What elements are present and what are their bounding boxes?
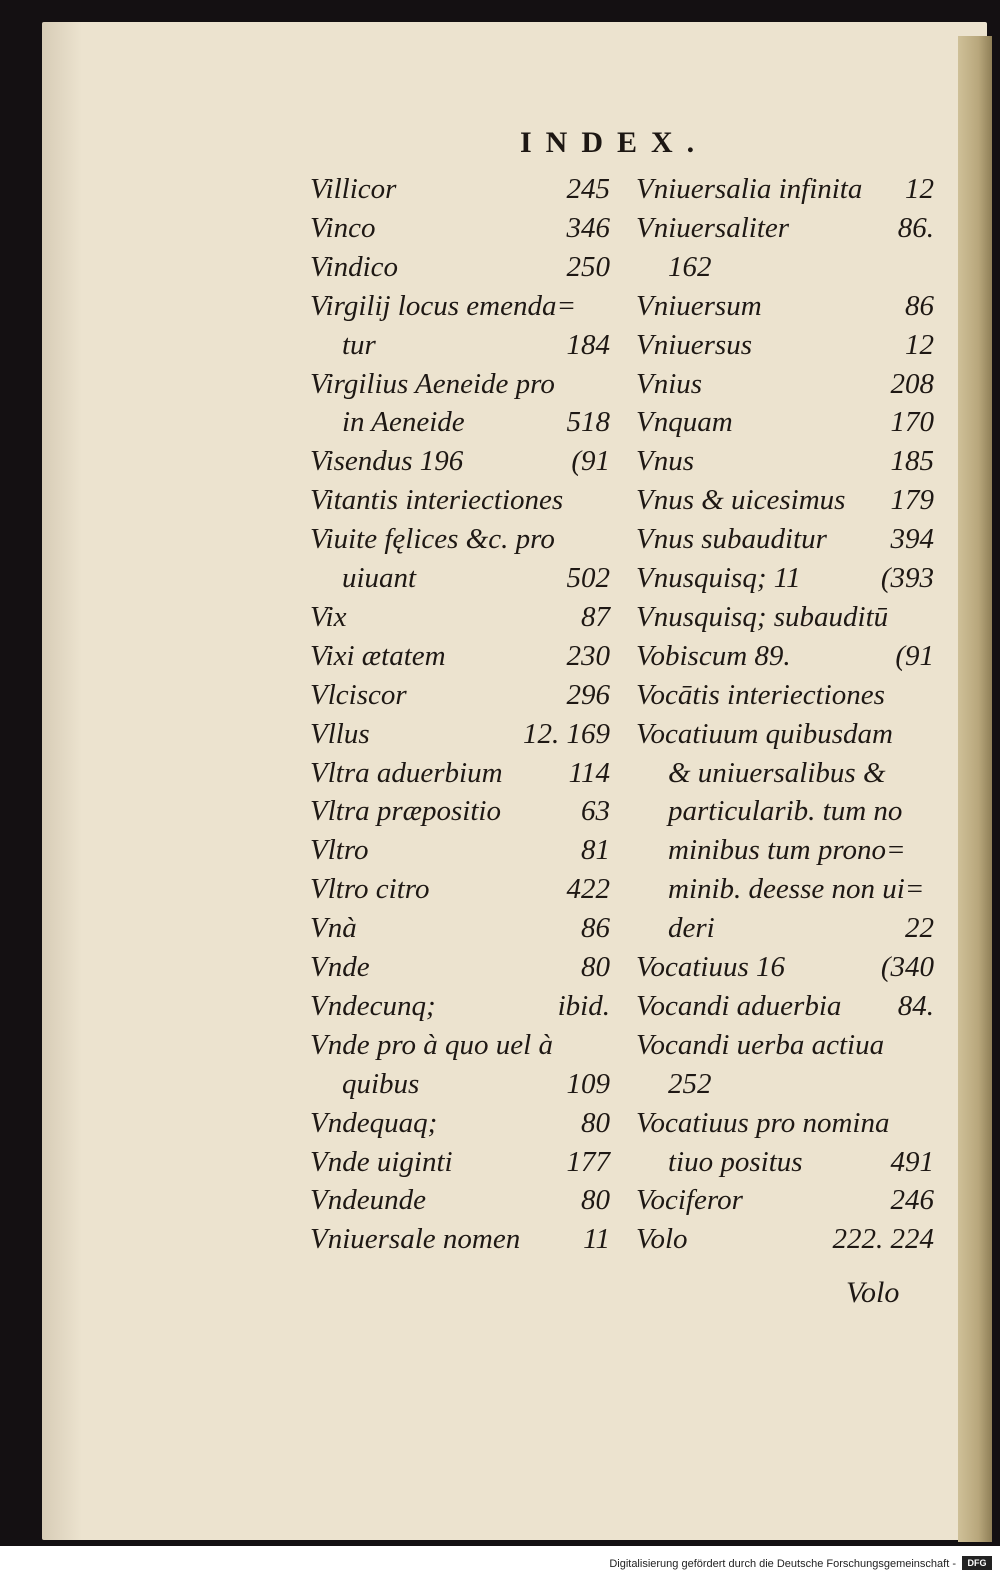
index-page-number: 394 — [890, 523, 934, 556]
index-term: Vixi ætatem — [310, 639, 446, 672]
index-term: uiuant — [342, 562, 417, 594]
index-entry — [636, 520, 934, 558]
index-term: Vniuersale nomen — [310, 1223, 521, 1256]
index-term: Vndequaq; — [310, 1106, 438, 1139]
index-term: Vllus — [310, 717, 370, 750]
index-page-number: 80 — [581, 1184, 610, 1217]
index-page-number: 86 — [581, 912, 610, 945]
index-entry — [668, 1143, 934, 1181]
index-entry — [342, 326, 610, 364]
index-entry — [310, 831, 610, 869]
index-page-number: 177 — [566, 1145, 610, 1178]
index-entry — [636, 715, 934, 753]
index-entry — [310, 948, 610, 986]
index-entry — [342, 1065, 610, 1103]
index-entry — [342, 403, 610, 441]
index-entry — [310, 1220, 610, 1258]
index-entry — [310, 637, 610, 675]
index-term: 252 — [668, 1067, 712, 1100]
index-page-number: 185 — [890, 445, 934, 478]
index-entry — [668, 909, 934, 947]
index-page-number: 109 — [566, 1067, 610, 1100]
index-term: Vniuersaliter — [636, 211, 790, 244]
index-page-number: 346 — [566, 211, 610, 244]
index-entry — [310, 365, 610, 403]
dfg-logo: DFG — [962, 1556, 992, 1570]
index-term: Vnusquisq; subauditū — [636, 600, 889, 633]
index-entry — [310, 442, 610, 480]
index-term: Vnus subauditur — [636, 523, 827, 556]
index-term: tiuo positus — [668, 1145, 803, 1178]
index-page-number: 87 — [581, 600, 610, 633]
index-term: Vnius — [636, 367, 703, 400]
index-term: Vocatiuus pro nomina — [636, 1106, 890, 1139]
index-page-number: 296 — [566, 678, 610, 711]
index-page-number: 63 — [581, 795, 610, 828]
index-page-number: 86. — [897, 211, 934, 244]
index-entry — [636, 287, 934, 325]
index-entry — [636, 1104, 934, 1142]
index-term: Vltro citro — [310, 873, 430, 906]
index-page-number: 11 — [583, 1223, 610, 1256]
index-term: 162 — [668, 250, 712, 283]
index-term: Vocātis interiectiones — [636, 678, 885, 711]
index-entry — [310, 170, 610, 208]
index-term: Vitantis interiectiones — [310, 484, 564, 517]
index-term: Vocandi uerba actiua — [636, 1028, 885, 1061]
index-entry — [310, 1181, 610, 1219]
index-page-number: 84. — [897, 989, 934, 1022]
index-page-number: 179 — [890, 484, 934, 517]
index-entry — [636, 170, 934, 208]
index-page-number: 184 — [566, 328, 610, 361]
index-term: Vnde pro à quo uel à — [310, 1028, 553, 1061]
index-entry — [310, 792, 610, 830]
index-entry — [310, 598, 610, 636]
index-entry — [310, 481, 610, 519]
index-term: Vltro — [310, 834, 369, 867]
index-term: Villicor — [310, 173, 397, 205]
index-term: Visendus 196 — [310, 445, 464, 478]
index-entry — [636, 987, 934, 1025]
index-page-number: 250 — [566, 250, 610, 283]
index-entry — [636, 637, 934, 675]
index-term: & uniuersalibus & — [668, 756, 886, 789]
index-entry — [310, 987, 610, 1025]
index-page-number: 491 — [890, 1145, 934, 1178]
index-term: Vniuersus — [636, 328, 752, 361]
index-term: Virgilius Aeneide pro — [310, 367, 555, 400]
index-page-number: ibid. — [557, 989, 610, 1022]
index-entry — [310, 909, 610, 947]
index-entry — [310, 287, 610, 325]
index-term: Vindico — [310, 250, 399, 283]
index-term: Vndeunde — [310, 1184, 426, 1217]
index-term: particularib. tum no — [668, 795, 903, 828]
index-term: quibus — [342, 1067, 420, 1100]
index-entry — [636, 559, 934, 597]
index-term: Vix — [310, 600, 347, 633]
index-entry — [636, 676, 934, 714]
index-term: Vocatiuus 16 — [636, 951, 786, 983]
index-term: Vobiscum 89. — [636, 639, 791, 672]
index-page-number: 170 — [890, 406, 934, 439]
index-page-number: 518 — [566, 406, 610, 439]
index-entry — [668, 754, 934, 792]
index-entry — [310, 1026, 610, 1064]
index-term: deri — [668, 912, 715, 945]
index-page-number: 114 — [568, 756, 610, 789]
index-page-number: (91 — [571, 445, 610, 478]
index-entry — [636, 1026, 934, 1064]
index-term: Vnà — [310, 912, 357, 945]
index-term: Vlciscor — [310, 678, 407, 711]
index-page-number: (393 — [880, 562, 934, 594]
index-term: minibus tum prono= — [668, 834, 906, 867]
index-entry — [668, 248, 934, 286]
index-page-number: 422 — [566, 873, 610, 906]
index-term: tur — [342, 328, 376, 361]
index-entry — [310, 209, 610, 247]
index-entry — [310, 676, 610, 714]
index-page-number: (91 — [895, 639, 934, 672]
page-header: INDEX. — [520, 126, 709, 159]
index-term: Volo — [636, 1223, 688, 1256]
index-term: Vnde — [310, 951, 370, 983]
index-term: Virgilij locus emenda= — [310, 289, 577, 322]
index-page-number: 230 — [566, 639, 610, 672]
index-term: Vltra aduerbium — [310, 756, 503, 789]
page-edge — [958, 36, 992, 1542]
index-entry — [636, 209, 934, 247]
index-term: in Aeneide — [342, 406, 465, 439]
index-term: Vociferor — [636, 1184, 743, 1217]
footer-credit: Digitalisierung gefördert durch die Deutsche Forschungsgemeinschaft - — [609, 1558, 956, 1570]
index-entry — [342, 559, 610, 597]
index-page-number: 22 — [905, 912, 934, 945]
index-page-number: 246 — [890, 1184, 934, 1217]
catchword: Volo — [846, 1276, 900, 1309]
page-gutter-shadow — [42, 22, 82, 1540]
index-entry — [668, 1065, 934, 1103]
index-term: Vnus — [636, 445, 694, 478]
index-entry — [310, 520, 610, 558]
index-term: Viuite fęlices &c. pro — [310, 523, 555, 556]
index-term: Vniuersum — [636, 289, 762, 322]
index-page-number: 502 — [566, 562, 610, 594]
index-page-number: 12. 169 — [523, 717, 610, 750]
index-term: Vnquam — [636, 406, 733, 439]
index-page-number: 80 — [581, 951, 610, 983]
index-term: Vnusquisq; 11 — [636, 562, 801, 594]
index-term: Vnus & uicesimus — [636, 484, 846, 517]
index-entry — [636, 326, 934, 364]
index-entry — [310, 754, 610, 792]
index-page-number: 222. 224 — [832, 1223, 934, 1256]
index-entry — [310, 1143, 610, 1181]
index-page-number: 12 — [905, 328, 934, 361]
index-entry — [668, 870, 934, 908]
index-page-number: 208 — [890, 367, 934, 400]
index-term: Vndecunq; — [310, 989, 436, 1022]
footer-bar — [0, 1546, 1000, 1582]
index-term: Vniuersalia infinita — [636, 173, 863, 205]
index-entry — [636, 1220, 934, 1258]
index-entry — [310, 870, 610, 908]
index-term: Vnde uiginti — [310, 1145, 453, 1178]
index-page-number: 12 — [905, 173, 934, 205]
index-term: Vltra præpositio — [310, 795, 501, 828]
index-entry — [668, 831, 934, 869]
index-entry — [636, 1181, 934, 1219]
index-entry — [310, 248, 610, 286]
index-term: Vocatiuum quibusdam — [636, 717, 893, 750]
index-entry — [636, 365, 934, 403]
index-entry — [636, 481, 934, 519]
index-term: minib. deesse non ui= — [668, 873, 925, 906]
index-entry — [636, 948, 934, 986]
index-term: Vinco — [310, 211, 376, 244]
index-page-number: 86 — [905, 289, 934, 322]
index-entry — [636, 598, 934, 636]
index-entry — [310, 1104, 610, 1142]
index-entry — [636, 442, 934, 480]
index-entry — [310, 715, 610, 753]
index-entry — [668, 792, 934, 830]
index-page-number: 80 — [581, 1106, 610, 1139]
index-page-number: (340 — [880, 951, 934, 983]
index-term: Vocandi aduerbia — [636, 989, 842, 1022]
index-entry — [636, 403, 934, 441]
index-page-number: 245 — [566, 173, 610, 205]
index-page-number: 81 — [581, 834, 610, 867]
